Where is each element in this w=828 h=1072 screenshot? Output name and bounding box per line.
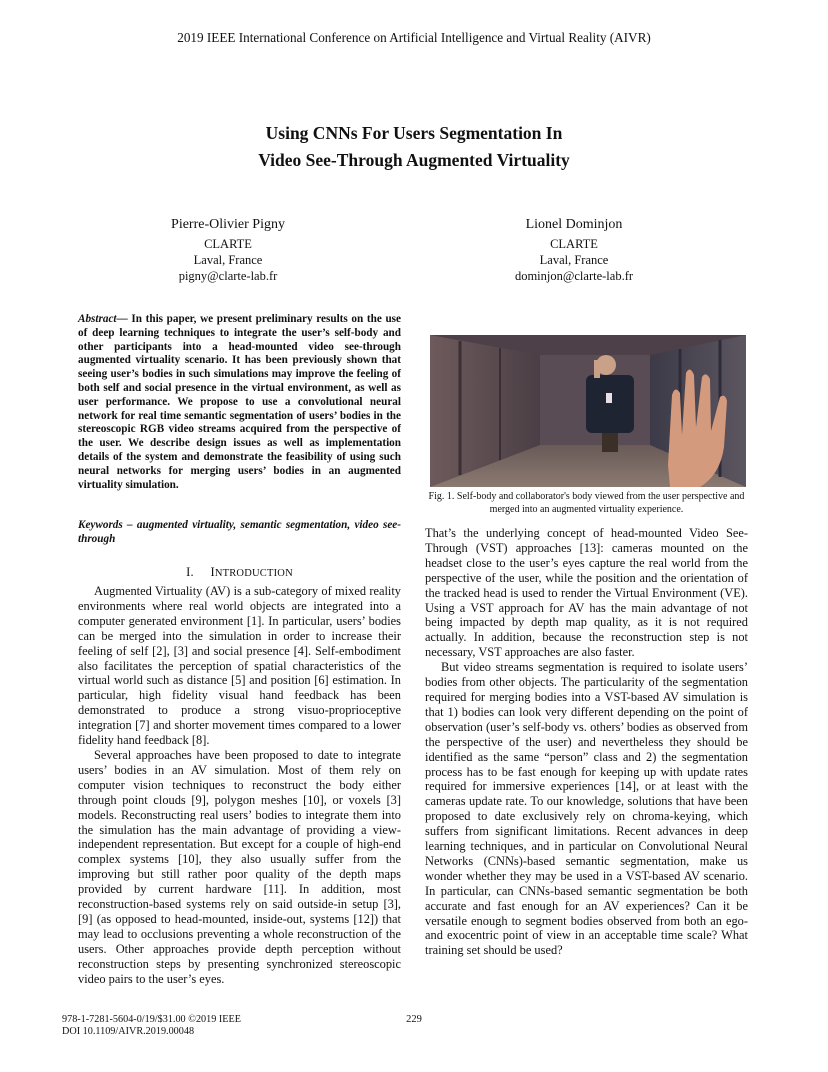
section-title-rest: NTRODUCTION <box>214 568 293 579</box>
figure-1-caption: Fig. 1. Self-body and collaborator's body viewed from the user perspective and merged into an augmented virtuality experience. <box>428 491 745 515</box>
conference-header: 2019 IEEE International Conference on Artificial Intelligence and Virtual Reality (AIVR) <box>177 30 651 45</box>
author-name: Pierre-Olivier Pigny <box>171 217 285 232</box>
footer-isbn: 978-1-7281-5604-0/19/$31.00 ©2019 IEEE <box>62 1014 241 1025</box>
paragraph: Augmented Virtuality (AV) is a sub-category of mixed reality environments where real world objects are integrated into a computer generated environment [1]. In particular, users’ bodies can be merged into the simulation in order to increase their feeling of self [2], [3] and social presence [4]. Self-embodiment also facilitates the perception of spatial characteristics of the virtual world such as distance [5] and position [6] estimation. In particular, high fidelity visual hand feedback has been demonstrated to produce a strong visuo-proprioceptive integration [7] and shorter movement times compared to a lower fidelity hand feedback [8]. <box>78 584 401 748</box>
paragraph: Several approaches have been proposed to date to integrate users’ bodies in an AV simulation. Most of them rely on computer vision techniques to reconstruct the body either through point clouds [9], polygon meshes [10], or voxels [3] models. Reconstructing real users’ bodies to integrate them into the simulation has the main advantage of providing a view-independent representation. But except for a couple of high-end complex systems [10], they also usually suffer from the improving but still rather poor quality of the depth maps provided by current hardware [11]. In addition, most reconstruction-based systems rely on said outside-in setup [3], [9] (as opposed to head-mounted, inside-out, systems [12]) that may lead to occlusions preventing a whole reconstruction of the users. Other approaches provide depth perception without reconstruction steps by presenting synchronized stereoscopic video pairs to the user’s eyes. <box>78 747 401 986</box>
author-name: Lionel Dominjon <box>525 217 623 232</box>
section-title-initial: I <box>210 565 215 579</box>
author-location: Laval, France <box>539 253 609 267</box>
author-block-1 <box>98 216 358 284</box>
left-column-body <box>78 584 401 986</box>
section-number: I. <box>186 565 194 579</box>
author-block-2 <box>444 216 704 284</box>
abstract-text: — In this paper, we present preliminary results on the use of deep learning techniques to integrate the user’s self-body and other participants into a head-mounted video see-through augmented virtuality scenario. It has been previously shown that seeing user’s bodies in such simulations may improve the feeling of both self and social presence in the virtual environment, as well as user performance. We propose to use a convolutional neural network for real time semantic segmentation of users’ bodies in the stereoscopic RGB video streams acquired from the perspective of the user. We describe design issues as well as implementation details of the system and demonstrate the feasibility of using such neural networks for merging users’ bodies in an augmented virtuality simulation. <box>78 313 401 491</box>
author-org: CLARTE <box>550 237 598 251</box>
title-line-1: Using CNNs For Users Segmentation In <box>265 123 563 143</box>
keywords: Keywords – augmented virtuality, semantic segmentation, video see-through <box>78 519 401 545</box>
figure-1-image <box>430 335 746 487</box>
paragraph: That’s the underlying concept of head-mounted Video See-Through (VST) approaches [13]: cameras mounted on the headset close to the user’s eyes capture the real world from the perspective of the user, while the position and the orientation of the tracked head is used to render the Virtual Environment (VE). Using a VST approach for AV has the main advantage of not being impacted by depth map quality, as it is not required actually. In addition, because the reconstruction step is not necessary, VST approaches are also faster. <box>425 526 748 660</box>
author-email: pigny@clarte-lab.fr <box>178 269 278 283</box>
author-location: Laval, France <box>193 253 263 267</box>
section-heading-introduction <box>78 565 401 580</box>
author-email: dominjon@clarte-lab.fr <box>514 269 634 283</box>
right-column-body <box>425 526 748 958</box>
paper-title <box>0 120 828 174</box>
title-line-2: Video See-Through Augmented Virtuality <box>258 150 570 170</box>
footer-doi: DOI 10.1109/AIVR.2019.00048 <box>62 1026 195 1037</box>
paragraph: But video streams segmentation is required to isolate users’ bodies from other objects. The particularity of the segmentation required for merging bodies into a VST-based AV simulation is that 1) bodies can look very different depending on the point of observation (user’s self-body vs. others’ bodies as observed from the perspective of the user) and nevertheless they should be identified as the same “person” class and 2) the segmentation process has to be fast enough for keeping up with update rates required for immersive experiences [14], or at least with the cameras update rate. To our knowledge, solutions that have been proposed to date exclusively rely on chroma-keying, which suffers from significant limitations. Recent advances in deep learning techniques, and in particular on Convolutional Neural Networks (CNNs)-based semantic segmentation, make us wonder whether they may be used in a VST-based AV scenario. In particular, can CNNs-based semantic segmentation be both accurate and fast enough for an AV experiences? Can it be versatile enough to segment bodies observed from both an ego- and exocentric point of view in an acceptable time scale? What training set should be used? <box>425 660 748 958</box>
abstract-label: Abstract <box>78 313 117 325</box>
page-number: 229 <box>406 1014 422 1025</box>
vr-scene-illustration <box>430 335 746 487</box>
abstract <box>78 313 401 492</box>
author-org: CLARTE <box>204 237 252 251</box>
